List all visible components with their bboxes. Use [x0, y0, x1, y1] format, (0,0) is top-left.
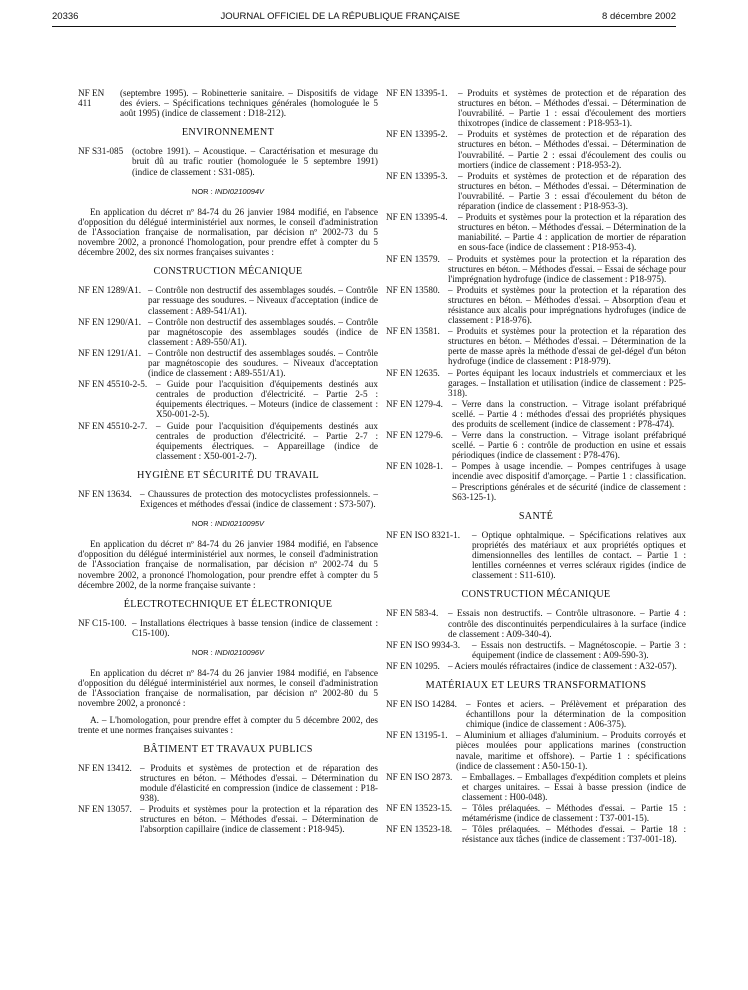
norm-entry: NF EN 411 (septembre 1995). – Robinetterie sanitaire. – Dispositifs de vidage des éviers. – Spécifications techniques générales (homologuée le 5 août 1995) (indice de classement : D18-212). [78, 88, 378, 119]
norm-entry: NF EN 45510-2-5. – Guide pour l'acquisition d'équipements destinés aux centrales de production d'électricité. – Partie 2-5 : équipements électriques. – Moteurs (indice de classement : X50-001-2-5). [78, 379, 378, 420]
norm-entry: NF EN 13395-3. – Produits et systèmes de protection et de réparation des structures en béton. – Méthodes d'essai. – Détermination de l'ouvrabilité. – Partie 3 : essai d'écoulement du béton de réparation (indice de classement : P18-953-3). [386, 170, 686, 212]
norm-entry: NF EN 13395-4. – Produits et systèmes pour la protection et la réparation des structures en béton. – Méthodes d'essai. – Détermination de la maniabilité. – Partie 4 : application de mortier de réparation en sous-face (indice de classement : P18-953-4). [386, 212, 686, 253]
norm-entry: NF EN 13523-15. – Tôles prélaquées. – Méthodes d'essai. – Partie 15 : métamérisme (indice de classement : T37-001-15). [386, 803, 686, 824]
decree-paragraph: En application du décret nº 84-74 du 26 janvier 1984 modifié, en l'absence d'opposition du délégué interministériel aux normes, le conseil d'administration de l'Association française de normalisation, par décision nº 2002-80 du 5 novembre 2002, a prononcé : [78, 668, 378, 709]
norm-entry: NF EN 1291/A1. – Contrôle non destructif des assemblages soudés. – Contrôle par magnétoscopie des soudures. – Niveaux d'acceptation (indice de classement : A89-551/A1). [78, 347, 378, 379]
page-header [52, 10, 676, 24]
norm-entry: NF EN 13523-18. – Tôles prélaquées. – Méthodes d'essai. – Partie 18 : résistance aux tâches (indice de classement : T37-001-18). [386, 824, 686, 845]
page-number: 20336 [52, 11, 79, 22]
section-heading: HYGIÈNE ET SÉCURITÉ DU TRAVAIL [137, 469, 319, 481]
norm-entry: NF EN 13580. – Produits et systèmes pour la protection et la réparation des structures en béton. – Méthodes d'essai. – Absorption d'eau et résistance aux alcalis pour imprégnations hydrofuges (indice de classement : P18-976). [386, 284, 686, 326]
norm-entry: NF C15-100. – Installations électriques à basse tension (indice de classement : C15-100). [78, 617, 378, 638]
nor-reference: NOR : INDI0210095V [191, 519, 265, 529]
norm-entry: NF EN ISO 14284. – Fontes et aciers. – Prélèvement et préparation des échantillons pour la détermination de la composition chimique (indice de classement : A06-375). [386, 699, 686, 730]
norm-entry: NF EN 10295. – Aciers moulés réfractaires (indice de classement : A32-057). [386, 660, 677, 671]
norm-entry: NF EN 12635. – Portes équipant les locaux industriels et commerciaux et les garages. – Installation et utilisation (indice de classement : P25-318). [386, 367, 686, 398]
norm-entry: NF EN 1289/A1. – Contrôle non destructif des assemblages soudés. – Contrôle par ressuage des soudures. – Niveaux d'acceptation (indice de classement : A89-541/A1). [78, 285, 378, 316]
section-heading: ENVIRONNEMENT [181, 127, 275, 139]
norm-entry: NF EN 1279-6. – Verre dans la construction. – Vitrage isolant préfabriqué scellé. – Partie 6 : contrôle de production en usine et essais périodiques (indice de classement : P78-476). [386, 430, 686, 461]
section-heading: CONSTRUCTION MÉCANIQUE [461, 589, 611, 601]
decree-paragraph: A. – L'homologation, pour prendre effet à compter du 5 décembre 2002, des trente et une normes françaises suivantes : [78, 714, 378, 735]
journal-title: JOURNAL OFFICIEL DE LA RÉPUBLIQUE FRANÇAISE [220, 11, 460, 22]
norm-entry: NF EN ISO 2873. – Emballages. – Emballages d'expédition complets et pleins et charges unitaires. – Essai à basse pression (indice de classement : H00-048). [386, 771, 686, 802]
decree-paragraph: En application du décret nº 84-74 du 26 janvier 1984 modifié, en l'absence d'opposition du délégué interministériel aux normes, le conseil d'administration de l'Association française de normalisation, par décision nº 2002-73 du 5 novembre 2002, a prononcé l'homologation, pour prendre effet à compter du 5 décembre 2002, des six normes françaises suivantes : [78, 206, 378, 258]
right-column [386, 88, 686, 845]
norm-entry: NF EN ISO 9934-3. – Essais non destructifs. – Magnétoscopie. – Partie 3 : équipement (indice de classement : A09-590-3). [386, 639, 686, 660]
left-column [78, 88, 378, 835]
norm-entry: NF EN 1290/A1. – Contrôle non destructif des assemblages soudés. – Contrôle par magnétoscopie des assemblages soudés (indice de classement : A89-550/A1). [78, 316, 378, 347]
section-heading: CONSTRUCTION MÉCANIQUE [153, 266, 303, 278]
section-heading: BÂTIMENT ET TRAVAUX PUBLICS [143, 743, 313, 755]
norm-entry: NF EN 583-4. – Essais non destructifs. – Contrôle ultrasonore. – Partie 4 : contrôle des discontinuités perpendiculaires à la surface (indice de classement : A09-340-4). [386, 608, 686, 639]
norm-entry: NF EN 13581. – Produits et systèmes pour la protection et la réparation des structures en béton. – Méthodes d'essai. – Détermination de la perte de masse après la méthode d'essai de gel-dégel d'un béton hydrofuge (indice de classement : P18-979). [386, 326, 686, 367]
norm-entry: NF EN 13579. – Produits et systèmes pour la protection et la réparation des structures en béton. – Méthodes d'essai. – Essai de séchage pour l'imprégnation hydrofuge (indice de classement : P18-975). [386, 253, 686, 284]
nor-reference: NOR : INDI0210094V [191, 186, 265, 196]
norm-entry: NF EN 45510-2-7. – Guide pour l'acquisition d'équipements destinés aux centrales de production d'électricité. – Partie 2-7 : équipements électriques. – Appareillage (indice de classement : X50-001-2-7). [78, 420, 378, 461]
norm-entry: NF EN 13395-1. – Produits et systèmes de protection et de réparation des structures en béton. – Méthodes d'essai. – Détermination de l'ouvrabilité. – Partie 1 : essai d'écoulement des mortiers thixotropes (indice de classement : P18-953-1). [386, 88, 686, 129]
norm-entry: NF EN 13412. – Produits et systèmes de protection et de réparation des structures en béton. – Méthodes d'essai. – Détermination du module d'élasticité en compression (indice de classement : P18-938). [78, 762, 378, 804]
section-heading: ÉLECTROTECHNIQUE ET ÉLECTRONIQUE [123, 598, 333, 610]
issue-date: 8 décembre 2002 [602, 11, 676, 22]
nor-reference: NOR : INDI0210096V [191, 648, 265, 658]
norm-entry: NF EN 13395-2. – Produits et systèmes de protection et de réparation des structures en béton. – Méthodes d'essai. – Détermination de l'ouvrabilité. – Partie 2 : essai d'écoulement des coulis ou mortiers (indice de classement : P18-953-2). [386, 129, 686, 170]
norm-entry: NF EN 13634. – Chaussures de protection des motocyclistes professionnels. – Exigences et méthodes d'essai (indice de classement : S73-507). [78, 489, 378, 510]
norm-entry: NF EN 13195-1. – Aluminium et alliages d'aluminium. – Produits corroyés et pièces moulées pour applications marines (construction navale, maritime et offshore). – Partie 1 : spécifications (indice de classement : A50-150-1). [386, 730, 686, 771]
header-rule [52, 26, 676, 27]
decree-paragraph: En application du décret nº 84-74 du 26 janvier 1984 modifié, en l'absence d'opposition du délégué interministériel aux normes, le conseil d'administration de l'Association française de normalisation, par décision nº 2002-74 du 5 novembre 2002, a prononcé l'homologation, pour prendre effet à compter du 5 décembre 2002, de la norme française suivante : [78, 539, 378, 590]
section-heading: SANTÉ [518, 510, 554, 522]
norm-entry: NF EN 1279-4. – Verre dans la construction. – Vitrage isolant préfabriqué scellé. – Partie 4 : méthodes d'essai des propriétés physiques des produits de scellement (indice de classement : P78-474). [386, 398, 686, 429]
norm-entry: NF EN ISO 8321-1. – Optique ophtalmique. – Spécifications relatives aux propriétés des matériaux et aux propriétés optiques et dimensionnelles des lentilles de contact. – Partie 1 : lentilles cornéennes et verres scléraux rigides (indice de classement : S11-610). [386, 529, 686, 581]
norm-entry: NF EN 1028-1. – Pompes à usage incendie. – Pompes centrifuges à usage incendie avec dispositif d'amorçage. – Partie 1 : classification. – Prescriptions générales et de sécurité (indice de classement : S63-125-1). [386, 461, 686, 502]
norm-entry: NF EN 13057. – Produits et systèmes pour la protection et la réparation des structures en béton. – Méthodes d'essai. – Détermination de l'absorption capillaire (indice de classement : P18-945). [78, 804, 378, 835]
norm-entry: NF S31-085 (octobre 1991). – Acoustique. – Caractérisation et mesurage du bruit dû au trafic routier (homologuée le 5 septembre 1991) (indice de classement : S31-085). [78, 146, 378, 177]
section-heading: MATÉRIAUX ET LEURS TRANSFORMATIONS [425, 679, 647, 691]
